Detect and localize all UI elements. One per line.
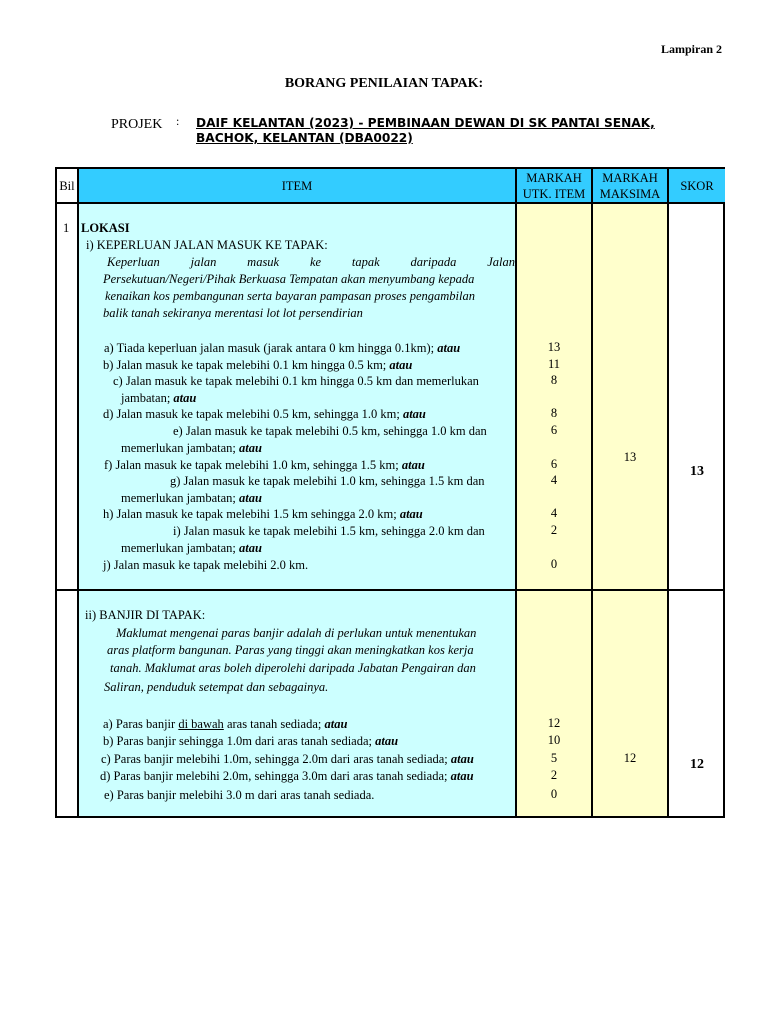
section-1-desc-line: balik tanah sekiranya merentasi lot lot persendirian <box>103 306 363 320</box>
projek-value <box>196 116 655 146</box>
section-1-desc-line: Keperluan jalan masuk ke tapak daripada Jalan <box>107 255 515 269</box>
mark-value: 11 <box>547 357 561 371</box>
header-markah-maksima: MARKAH MAKSIMA <box>599 170 661 201</box>
header-skor: SKOR <box>680 178 714 193</box>
list-item: e) Jalan masuk ke tapak melebihi 0.5 km, sehingga 1.0 km dan <box>173 424 487 438</box>
grid-vline <box>77 169 79 816</box>
mark-value: 2 <box>550 768 558 782</box>
mark-value: 0 <box>550 787 558 801</box>
section-1-desc-line: Persekutuan/Negeri/Pihak Berkuasa Tempatan akan menyumbang kepada <box>103 272 475 286</box>
mark-value: 6 <box>550 423 558 437</box>
list-item: memerlukan jambatan; atau <box>121 541 262 555</box>
projek-line-2: BACHOK, KELANTAN (DBA0022) <box>196 131 413 145</box>
list-item: d) Jalan masuk ke tapak melebihi 0.5 km, sehingga 1.0 km; atau <box>103 407 426 421</box>
mark-value: 8 <box>550 406 558 420</box>
list-item: d) Paras banjir melebihi 2.0m, sehingga 3.0m dari aras tanah sediada; atau <box>100 769 474 783</box>
mark-value: 5 <box>550 751 558 765</box>
grid-hline <box>57 589 723 591</box>
list-item: e) Paras banjir melebihi 3.0 m dari aras tanah sediada. <box>104 788 375 802</box>
projek-colon: : <box>176 114 180 128</box>
mark-value: 0 <box>550 557 558 571</box>
list-item: c) Jalan masuk ke tapak melebihi 0.1 km hingga 0.5 km dan memerlukan <box>113 374 479 388</box>
section-1-subtitle: i) KEPERLUAN JALAN MASUK KE TAPAK: <box>86 238 328 252</box>
list-item: j) Jalan masuk ke tapak melebihi 2.0 km. <box>103 558 309 572</box>
mark-value: 13 <box>547 340 561 354</box>
list-item: a) Paras banjir di bawah aras tanah sediada; atau <box>103 717 348 731</box>
projek-line-1: DAIF KELANTAN (2023) - PEMBINAAN DEWAN DI SK PANTAI SENAK, <box>196 116 655 130</box>
form-title: BORANG PENILAIAN TAPAK: <box>284 76 484 91</box>
section-2-desc-line: Saliran, penduduk setempat dan sebagainya. <box>104 680 329 694</box>
list-item: a) Tiada keperluan jalan masuk (jarak antara 0 km hingga 0.1km); atau <box>104 341 461 355</box>
list-item: memerlukan jambatan; atau <box>121 491 262 505</box>
mark-value: 4 <box>550 473 558 487</box>
markah-maksima-column-bg <box>593 169 667 816</box>
list-item: i) Jalan masuk ke tapak melebihi 1.5 km, sehingga 2.0 km dan <box>173 524 485 538</box>
grid-hline <box>57 202 723 204</box>
projek-label: PROJEK <box>111 117 163 132</box>
mark-value: 12 <box>547 716 561 730</box>
lampiran-label: Lampiran 2 <box>660 42 722 56</box>
mark-value: 10 <box>547 733 561 747</box>
mark-value: 8 <box>550 373 558 387</box>
mark-value: 2 <box>550 523 558 537</box>
section-1-bil: 1 <box>63 221 70 235</box>
list-item: jambatan; atau <box>121 391 197 405</box>
section-2-desc-line: aras platform bangunan. Paras yang tinggi akan meningkatkan kos kerja <box>107 643 474 657</box>
header-bil: Bil <box>59 178 75 193</box>
section-2-desc-line: Maklumat mengenai paras banjir adalah di perlukan untuk menentukan <box>116 626 477 640</box>
list-item: h) Jalan masuk ke tapak melebihi 1.5 km sehingga 2.0 km; atau <box>103 507 423 521</box>
section-2-subtitle: ii) BANJIR DI TAPAK: <box>85 608 206 622</box>
list-item: g) Jalan masuk ke tapak melebihi 1.0 km, sehingga 1.5 km dan <box>170 474 485 488</box>
header-item: ITEM <box>281 178 313 193</box>
list-item: f) Jalan masuk ke tapak melebihi 1.0 km, sehingga 1.5 km; atau <box>104 458 425 472</box>
grid-vline <box>591 169 593 816</box>
section-1-title: LOKASI <box>81 221 130 235</box>
mark-value: 4 <box>550 506 558 520</box>
list-item: b) Jalan masuk ke tapak melebihi 0.1 km hingga 0.5 km; atau <box>103 358 413 372</box>
section-2-desc-line: tanah. Maklumat aras boleh diperolehi daripada Jabatan Pengairan dan <box>110 661 476 675</box>
section-1-desc-line: kenaikan kos pembangunan serta bayaran pampasan proses pengambilan <box>105 289 475 303</box>
section-2-markah-maksima: 12 <box>623 751 637 765</box>
section-1-markah-maksima: 13 <box>623 450 637 464</box>
section-2-skor: 12 <box>690 757 704 772</box>
list-item: b) Paras banjir sehingga 1.0m dari aras tanah sediada; atau <box>103 734 399 748</box>
assessment-table <box>55 167 725 818</box>
header-markah-item: MARKAH UTK. ITEM <box>522 170 586 201</box>
list-item: c) Paras banjir melebihi 1.0m, sehingga 2.0m dari aras tanah sediada; atau <box>101 752 474 766</box>
mark-value: 6 <box>550 457 558 471</box>
section-1-skor: 13 <box>690 464 704 479</box>
grid-vline <box>667 169 669 816</box>
list-item: memerlukan jambatan; atau <box>121 441 262 455</box>
